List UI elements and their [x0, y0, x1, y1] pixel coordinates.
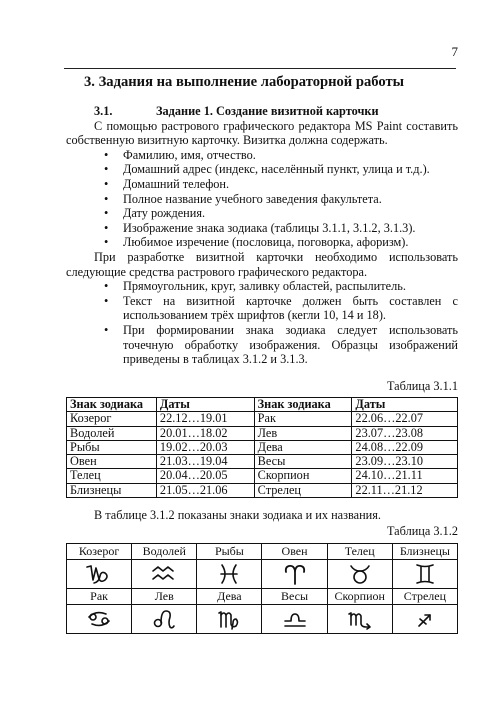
- sign-name: Водолей: [132, 543, 197, 559]
- sign-name: Скорпион: [327, 588, 392, 604]
- table-cell: Рак: [254, 412, 352, 426]
- task-number: 3.1.: [94, 104, 113, 118]
- list-item: • Полное название учебного заведения факультета.: [66, 192, 458, 207]
- aquarius-icon: [149, 562, 179, 586]
- zodiac-signs-table: [66, 543, 458, 634]
- task-title: Задание 1. Создание визитной карточки: [156, 104, 379, 118]
- table-row: [67, 483, 458, 497]
- table2-intro: В таблице 3.1.2 показаны знаки зодиака и их названия.: [94, 507, 381, 522]
- table-cell: 24.10…21.11: [352, 469, 458, 483]
- table-cell: 22.12…19.01: [156, 412, 254, 426]
- table-cell: Лев: [254, 426, 352, 440]
- sign-name: Дева: [197, 588, 262, 604]
- table-cell: 20.01…18.02: [156, 426, 254, 440]
- glyph-cell: [262, 559, 327, 588]
- table-header-row: [67, 398, 458, 412]
- table-cell: 22.11…21.12: [352, 483, 458, 497]
- scorpio-icon: [345, 607, 375, 631]
- zodiac-dates-table: [66, 397, 458, 497]
- intro-paragraph: С помощью растрового графического редактора MS Paint составить собственную визитную карточку. Визитка должна содержать.: [66, 118, 458, 148]
- table-cell: Водолей: [67, 426, 157, 440]
- libra-icon: [280, 607, 310, 631]
- glyph-cell: [67, 604, 132, 633]
- column-header: Даты: [352, 398, 458, 412]
- table-cell: Овен: [67, 455, 157, 469]
- column-header: Даты: [156, 398, 254, 412]
- table-cell: 21.05…21.06: [156, 483, 254, 497]
- tools-list: [66, 279, 458, 367]
- sign-name-row: [67, 543, 458, 559]
- column-header: Знак зодиака: [67, 398, 157, 412]
- table1-caption: Таблица 3.1.1: [386, 378, 458, 393]
- table-row: [67, 426, 458, 440]
- glyph-cell: [67, 559, 132, 588]
- list-item: • Любимое изречение (пословица, поговорка, афоризм).: [66, 235, 458, 250]
- glyph-cell: [327, 559, 392, 588]
- aries-icon: [280, 562, 310, 586]
- sign-name: Козерог: [67, 543, 132, 559]
- sign-glyph-row: [67, 559, 458, 588]
- table-cell: 19.02…20.03: [156, 440, 254, 454]
- table-cell: Рыбы: [67, 440, 157, 454]
- section-title: 3. Задания на выполнение лабораторной работы: [84, 74, 405, 90]
- list-item: • Фамилию, имя, отчество.: [66, 148, 458, 163]
- list-item: • Дату рождения.: [66, 206, 458, 221]
- task-heading: [66, 104, 458, 119]
- sign-name: Рыбы: [197, 543, 262, 559]
- table2-caption: Таблица 3.1.2: [386, 524, 458, 539]
- sign-name: Овен: [262, 543, 327, 559]
- list-item: • При формировании знака зодиака следует использовать точечную обработку изображения. Образцы изображений приведены в таблицах 3.1.2 и 3.1.3.: [66, 323, 458, 367]
- gemini-icon: [410, 562, 440, 586]
- table-cell: Козерог: [67, 412, 157, 426]
- sign-name: Лев: [132, 588, 197, 604]
- pisces-icon: [214, 562, 244, 586]
- table-row: [67, 455, 458, 469]
- list-item: • Изображение знака зодиака (таблицы 3.1.1, 3.1.2, 3.1.3).: [66, 221, 458, 236]
- table-cell: Дева: [254, 440, 352, 454]
- table-cell: Близнецы: [67, 483, 157, 497]
- sign-name: Весы: [262, 588, 327, 604]
- table-cell: 20.04…20.05: [156, 469, 254, 483]
- table-row: [67, 440, 458, 454]
- virgo-icon: [214, 607, 244, 631]
- sagittarius-icon: [410, 607, 440, 631]
- leo-icon: [149, 607, 179, 631]
- list-item: • Прямоугольник, круг, заливку областей, распылитель.: [66, 279, 458, 294]
- list-item: • Домашний адрес (индекс, населённый пункт, улица и т.д.).: [66, 162, 458, 177]
- taurus-icon: [345, 562, 375, 586]
- page-content: [66, 104, 458, 634]
- glyph-cell: [327, 604, 392, 633]
- glyph-cell: [132, 559, 197, 588]
- table-cell: Телец: [67, 469, 157, 483]
- cancer-icon: [84, 607, 114, 631]
- table-cell: 24.08…22.09: [352, 440, 458, 454]
- glyph-cell: [392, 559, 457, 588]
- sign-name-row: [67, 588, 458, 604]
- glyph-cell: [197, 559, 262, 588]
- table-cell: Весы: [254, 455, 352, 469]
- glyph-cell: [392, 604, 457, 633]
- table-cell: 21.03…19.04: [156, 455, 254, 469]
- glyph-cell: [262, 604, 327, 633]
- table-cell: Стрелец: [254, 483, 352, 497]
- capricorn-icon: [84, 562, 114, 586]
- glyph-cell: [197, 604, 262, 633]
- sign-name: Рак: [67, 588, 132, 604]
- table-cell: 23.07…23.08: [352, 426, 458, 440]
- list-item: • Текст на визитной карточке должен быть составлен с использованием трёх шрифтов (кегли 10, 14 и 18).: [66, 294, 458, 323]
- sign-glyph-row: [67, 604, 458, 633]
- table-cell: 22.06…22.07: [352, 412, 458, 426]
- column-header: Знак зодиака: [254, 398, 352, 412]
- sign-name: Близнецы: [392, 543, 457, 559]
- header-rule: [64, 68, 456, 69]
- table-cell: Скорпион: [254, 469, 352, 483]
- glyph-cell: [132, 604, 197, 633]
- table-row: [67, 412, 458, 426]
- sign-name: Телец: [327, 543, 392, 559]
- table-cell: 23.09…23.10: [352, 455, 458, 469]
- table-row: [67, 469, 458, 483]
- requirements-list: [66, 148, 458, 250]
- page-number: 7: [451, 44, 458, 59]
- sign-name: Стрелец: [392, 588, 457, 604]
- list-item: • Домашний телефон.: [66, 177, 458, 192]
- tools-paragraph: При разработке визитной карточки необходимо использовать следующие средства растрового графического редактора.: [66, 249, 458, 279]
